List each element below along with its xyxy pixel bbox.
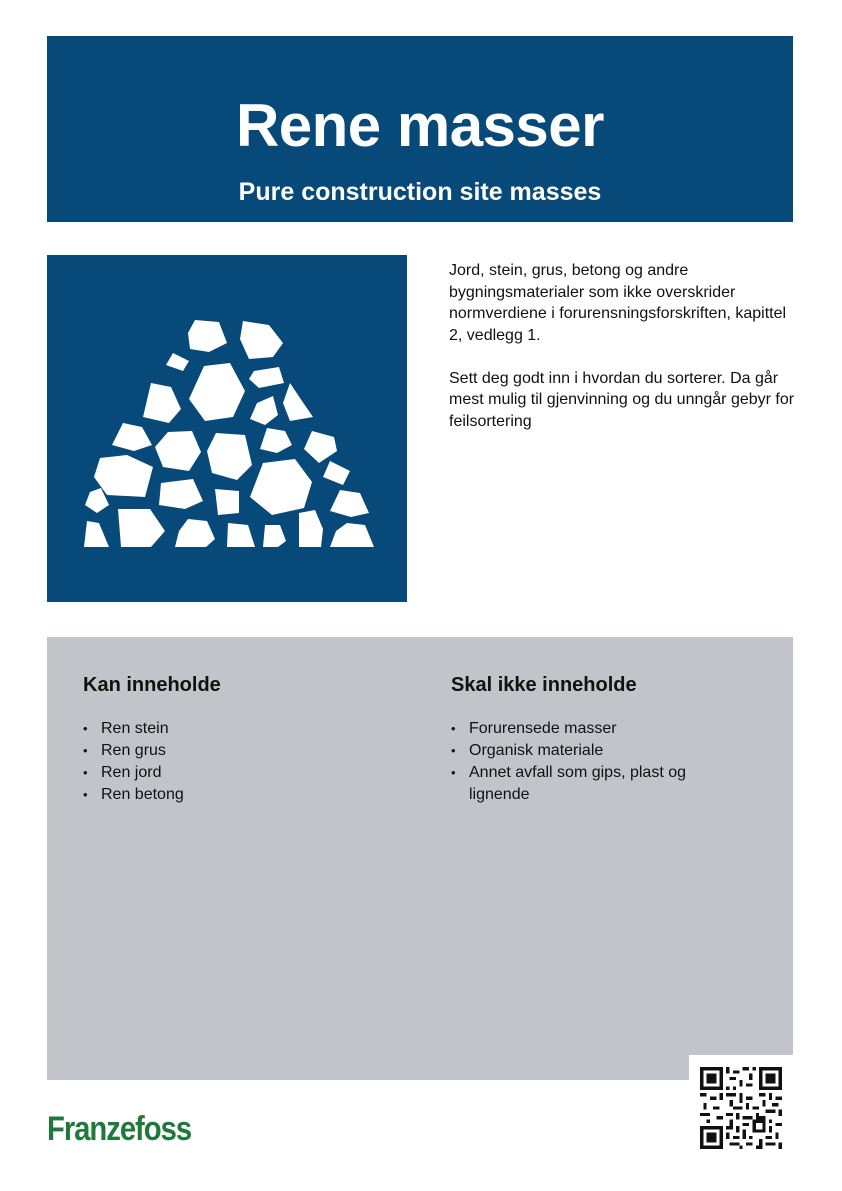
bullet-icon: •: [83, 721, 88, 736]
stone-pile-icon: [47, 255, 407, 602]
description-paragraph: Jord, stein, grus, betong og andre bygningsmaterialer som ikke overskrider normverdiene i forurensningsforskriften, kapittel 2, vedlegg 1.: [449, 262, 787, 344]
bullet-icon: •: [451, 743, 456, 758]
cannot-contain-list: [451, 718, 771, 806]
list-item: • Ren betong: [83, 784, 403, 806]
bullet-icon: •: [83, 765, 88, 780]
qr-code[interactable]: [689, 1055, 793, 1155]
page-title: Rene masser: [235, 92, 605, 159]
page-subtitle: Pure construction site masses: [238, 178, 602, 206]
list-item: • Ren stein: [83, 718, 403, 740]
list-item: • Annet avfall som gips, plast og lignende: [451, 764, 687, 803]
bullet-icon: •: [451, 765, 456, 780]
list-item: • Ren grus: [83, 740, 403, 762]
description-text: [449, 260, 799, 454]
franzefoss-logo: Franzefoss: [47, 1110, 192, 1148]
header-banner: [47, 36, 793, 222]
list-item: • Ren jord: [83, 762, 403, 784]
bullet-icon: •: [83, 787, 88, 802]
cannot-contain-section: [451, 672, 771, 806]
cannot-contain-heading: Skal ikke inneholde: [451, 674, 637, 696]
can-contain-heading: Kan inneholde: [83, 674, 221, 696]
bullet-icon: •: [451, 721, 456, 736]
bullet-icon: •: [83, 743, 88, 758]
can-contain-list: [83, 718, 403, 806]
list-item: • Organisk materiale: [451, 740, 771, 762]
stone-pile-illustration: [47, 255, 407, 602]
qr-code-icon: [700, 1067, 782, 1149]
contents-panel: [47, 637, 793, 1080]
list-item: • Forurensede masser: [451, 718, 771, 740]
description-paragraph: Sett deg godt inn i hvordan du sorterer. Da går mest mulig til gjenvinning og du unngår gebyr for feilsortering: [449, 369, 795, 430]
can-contain-section: [83, 672, 403, 806]
